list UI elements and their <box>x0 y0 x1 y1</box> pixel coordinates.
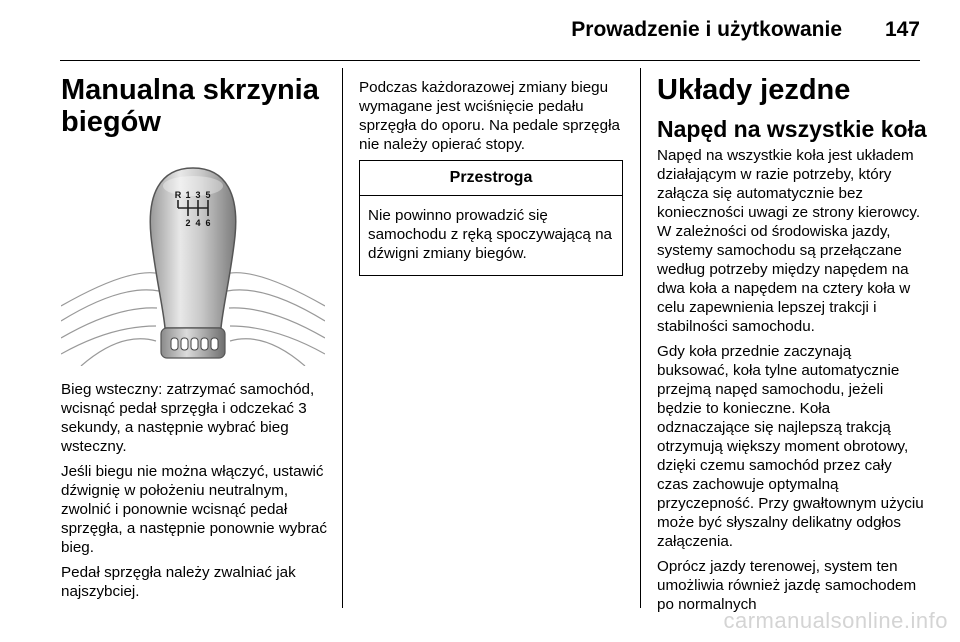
paragraph: Gdy koła przednie zaczynają buksować, koła tylne automatycznie przejmą napęd samochodu, jeżeli będzie to konieczne. Koła odznaczające się najlepszą trakcją otrzymują większy moment obrotowy, dzięki czemu samochód przez cały czas zachowuje optymalną przyczepność. Przy gwałtownym użyciu może być słyszalny delikatny odgłos załączenia. <box>657 343 924 550</box>
left-column <box>61 74 327 607</box>
paragraph: Jeśli biegu nie można włączyć, ustawić dźwignię w położeniu neutralnym, zwolnić i ponownie wcisnąć pedał sprzęgła, a następnie ponownie wybrać bieg. <box>61 463 327 556</box>
middle-column <box>359 78 625 276</box>
paragraph: Oprócz jazdy terenowej, system ten umożliwia również jazdę samochodem po normalnych <box>657 558 917 613</box>
gear-label-2: 2 <box>185 218 191 228</box>
column-divider-left <box>342 68 343 608</box>
column-divider-right <box>640 68 641 608</box>
right-column <box>657 74 927 620</box>
gear-label-3: 3 <box>195 190 201 200</box>
gear-knob-illustration <box>61 156 325 366</box>
chapter-title: Prowadzenie i użytkowanie <box>571 18 842 41</box>
section-title-manual-gearbox: Manualna skrzynia biegów <box>61 74 319 138</box>
caution-text: Nie powinno prowadzić się samochodu z ręką spoczywającą na dźwigni zmiany biegów. <box>368 207 612 262</box>
caution-heading: Przestroga <box>360 161 622 196</box>
gear-label-4: 4 <box>195 218 201 228</box>
page-header <box>0 0 960 62</box>
gear-label-5: 5 <box>205 190 211 200</box>
caution-box <box>359 160 623 276</box>
header-rule <box>60 60 920 61</box>
gear-label-r: R <box>174 190 182 200</box>
gear-label-1: 1 <box>185 190 191 200</box>
watermark: carmanualsonline.info <box>723 608 948 633</box>
paragraph: Bieg wsteczny: zatrzymać samochód, wcisnąć pedał sprzęgła i odczekać 3 sekundy, a następnie wybrać bieg wsteczny. <box>61 381 315 455</box>
paragraph: Pedał sprzęgła należy zwalniać jak najszybciej. <box>61 564 296 600</box>
subsection-title-awd: Napęd na wszystkie koła <box>657 116 927 142</box>
page-number: 147 <box>884 18 920 41</box>
paragraph: Napęd na wszystkie koła jest układem działającym w razie potrzeby, który załącza się automatycznie bez konieczności uwagi ze strony kierowcy. W zależności od środowiska jazdy, systemy samochodu są przełączane według potrzeby między napędem na dwa koła a napędem na cztery koła w celu zapewnienia lepszej trakcji i stabilności samochodu. <box>657 147 921 335</box>
paragraph: Podczas każdorazowej zmiany biegu wymagane jest wciśnięcie pedału sprzęgła do oporu. Na pedale sprzęgła nie należy opierać stopy. <box>359 79 620 153</box>
gear-label-6: 6 <box>205 218 211 228</box>
section-title-driving-systems: Układy jezdne <box>657 74 851 106</box>
